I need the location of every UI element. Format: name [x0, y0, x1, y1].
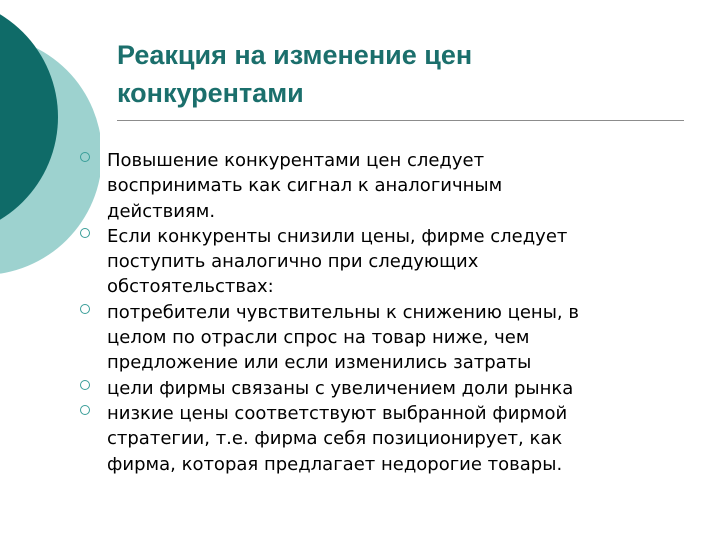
slide-title [117, 36, 472, 112]
bullet-item [78, 376, 678, 401]
hollow-circle-bullet-icon [80, 304, 90, 314]
bullet-text-line: целом по отрасли спрос на товар ниже, чем [107, 327, 530, 349]
bullet-text-line: цели фирмы связаны с увеличением доли рынка [107, 377, 574, 399]
bullet-text-line: Повышение конкурентами цен следует [107, 150, 485, 171]
bullet-list [78, 148, 678, 477]
bullet-item [78, 300, 678, 376]
hollow-circle-bullet-icon [80, 228, 90, 238]
title-divider [117, 120, 684, 121]
hollow-circle-bullet-icon [80, 152, 90, 162]
bullet-text-line: низкие цены соответствуют выбранной фирмой [107, 402, 568, 424]
bullet-text-line: фирма, которая предлагает недорогие товары. [107, 453, 563, 475]
bullet-item [78, 401, 678, 477]
bullet-item [78, 148, 678, 224]
bullet-item [78, 224, 678, 300]
bullet-text-line: предложение или если изменились затраты [107, 352, 532, 374]
bullet-text-line: действиям. [107, 200, 216, 222]
hollow-circle-bullet-icon [80, 380, 90, 390]
bullet-text-line: поступить аналогично при следующих [107, 251, 479, 273]
bullet-text-line: воспринимать как сигнал к аналогичным [107, 175, 503, 197]
bullet-text-line: обстоятельствах: [107, 276, 274, 298]
slide-title-line: конкурентами [117, 78, 304, 108]
bullet-text-line: потребители чувствительны к снижению цены, в [107, 301, 579, 323]
bullet-text-line: стратегии, т.е. фирма себя позиционирует, как [107, 428, 563, 450]
bullet-text-line: Если конкуренты снизили цены, фирме следует [107, 225, 568, 247]
slide-title-line: Реакция на изменение цен [117, 40, 473, 70]
hollow-circle-bullet-icon [80, 405, 90, 415]
